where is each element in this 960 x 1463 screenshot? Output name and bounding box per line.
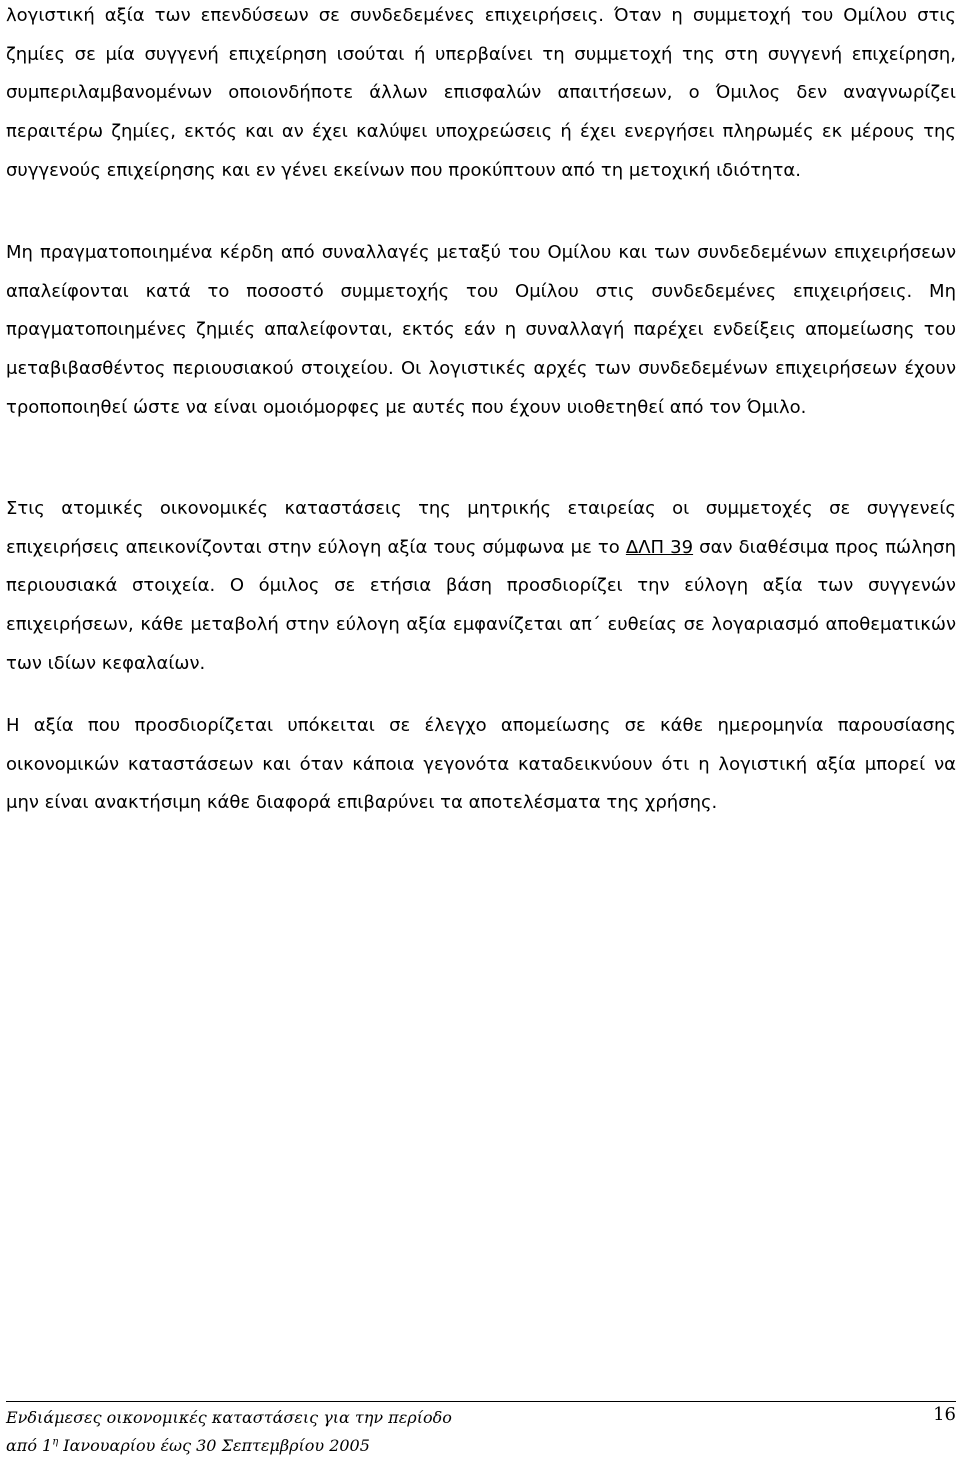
paragraph-impairment-test: Η αξία που προσδιορίζεται υπόκειται σε έλεγχο απομείωσης σε κάθε ημερομηνία παρουσίασης οικονομικών καταστάσεων και όταν κάποια γεγονότα καταδεικνύουν ότι η λογιστική αξία μπορεί να μην είναι ανακτήσιμη κάθε διαφορά επιβαρύνει τα αποτελέσματα της χρήσης. bbox=[6, 715, 956, 814]
paragraph-text-start: Στις ατομικές οικονομικές καταστάσεις της μητρικής εταιρείας οι συμμετοχές σε συγγενείς επιχειρήσεις απεικονίζονται στην εύλογη αξία τους σύμφωνα με το bbox=[6, 498, 956, 558]
paragraph-text-end: σαν διαθέσιμα προς πώληση περιουσιακά στοιχεία. Ο όμιλος σε ετήσια βάση προσδιορίζει την εύλογη αξία των συγγενών επιχειρήσεων, κάθε μεταβολή στην εύλογη αξία εμφανίζεται απ΄ ευθείας σε λογαριασμό αποθεματικών των ιδίων κεφαλαίων. bbox=[6, 536, 956, 674]
standard-reference-link[interactable]: ΔΛΠ 39 bbox=[625, 536, 694, 558]
paragraph-unrealized-gains: Μη πραγματοποιημένα κέρδη από συναλλαγές μεταξύ του Ομίλου και των συνδεδεμένων επιχειρήσεων απαλείφονται κατά το ποσοστό συμμετοχής του Ομίλου στις συνδεδεμένες επιχειρήσεις. Μη πραγματοποιημένες ζημιές απαλείφονται, εκτός εάν η συναλλαγή παρέχει ενδείξεις απομείωσης του μεταβιβασθέντος περιουσιακού στοιχείου. Οι λογιστικές αρχές των συνδεδεμένων επιχειρήσεων έχουν τροποποιηθεί ώστε να είναι ομοιόμορφες με αυτές που έχουν υιοθετηθεί από τον Όμιλο. bbox=[6, 242, 956, 418]
paragraph-associates-losses: λογιστική αξία των επενδύσεων σε συνδεδεμένες επιχειρήσεις. Όταν η συμμετοχή του Ομίλου στις ζημίες σε μία συγγενή επιχείρηση ισούται ή υπερβαίνει τη συμμετοχή της στη συγγενή επιχείρηση, συμπεριλαμβανομένων οποιονδήποτε άλλων επισφαλών απαιτήσεων, ο Όμιλος δεν αναγνωρίζει περαιτέρω ζημίες, εκτός και αν έχει καλύψει υποχρεώσεις ή έχει ενεργήσει πληρωμές εκ μέρους της συγγενούς επιχείρησης και εν γένει εκείνων που προκύπτουν από τη μετοχική ιδιότητα. bbox=[6, 5, 956, 181]
footer-period-end: Ιανουαρίου έως 30 Σεπτεμβρίου 2005 bbox=[58, 1436, 370, 1455]
footer-period bbox=[6, 1436, 370, 1455]
footer-title: Ενδιάμεσες οικονομικές καταστάσεις για την περίοδο bbox=[6, 1408, 452, 1427]
footer-ordinal-superscript: η bbox=[52, 1436, 59, 1448]
footer-period-start: από 1 bbox=[6, 1436, 53, 1455]
paragraph-separate-statements bbox=[6, 490, 956, 684]
page-number: 16 bbox=[933, 1404, 956, 1425]
footer-divider bbox=[6, 1401, 956, 1402]
